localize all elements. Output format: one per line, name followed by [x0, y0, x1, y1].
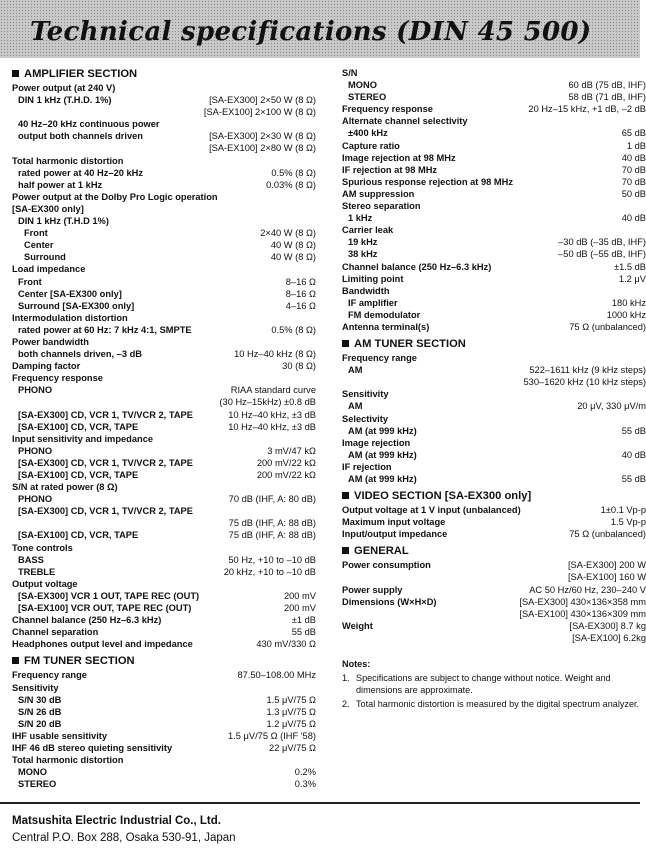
spec-label: IF rejection	[342, 461, 392, 472]
spec-label: Frequency range	[342, 353, 417, 364]
spec-label: 1 kHz	[348, 213, 373, 224]
spec-row	[12, 118, 316, 130]
spec-label: Alternate channel selectivity	[342, 116, 468, 127]
spec-label: Bandwidth	[342, 285, 390, 296]
spec-row	[12, 94, 316, 106]
spec-row	[342, 388, 646, 400]
spec-row	[342, 285, 646, 297]
spec-label: IF rejection at 98 MHz	[342, 164, 438, 175]
spec-label: Total harmonic distortion	[12, 755, 124, 766]
spec-row	[12, 142, 316, 154]
spec-label: ±400 kHz	[348, 128, 388, 139]
spec-value: 50 dB	[621, 188, 646, 199]
spec-row	[12, 203, 316, 215]
spec-value: 8–16 Ω	[285, 288, 316, 299]
spec-row	[342, 425, 646, 437]
spec-row	[12, 191, 316, 203]
spec-value: 0.5% (8 Ω)	[271, 167, 316, 178]
spec-label: Maximum input voltage	[342, 517, 446, 528]
spec-row	[12, 167, 316, 179]
spec-label: S/N 20 dB	[18, 718, 62, 729]
spec-row	[342, 67, 646, 79]
spec-label: Dimensions (W×H×D)	[342, 596, 437, 607]
spec-value: 200 mV/22 kΩ	[256, 470, 316, 480]
section-heading	[342, 489, 646, 503]
section-title: FM TUNER SECTION	[24, 655, 135, 668]
spec-label: Spurious response rejection at 98 MHz	[342, 176, 514, 187]
spec-label: Center	[24, 240, 54, 251]
spec-label: DIN 1 kHz (T.H.D 1%)	[18, 216, 109, 227]
spec-row	[342, 297, 646, 309]
spec-row	[12, 433, 316, 445]
spec-label: Sensitivity	[342, 389, 389, 400]
spec-row	[12, 276, 316, 288]
spec-value: 1 dB	[626, 140, 646, 151]
spec-label: Antenna terminal(s)	[342, 321, 430, 332]
notes-block	[342, 658, 646, 710]
spec-row	[12, 590, 316, 602]
spec-value: 60 dB (75 dB, IHF)	[568, 80, 646, 91]
spec-row	[342, 376, 646, 388]
spec-row	[342, 103, 646, 115]
spec-row	[342, 516, 646, 528]
spec-label: AM (at 999 kHz)	[348, 449, 417, 460]
section-title: GENERAL	[354, 545, 409, 558]
spec-value: 22 μV/75 Ω	[269, 742, 316, 753]
spec-value: [SA-EX300] 200 W	[567, 560, 646, 571]
spec-value: 75 dB (IHF, A: 88 dB)	[228, 530, 316, 541]
spec-label: MONO	[18, 767, 47, 778]
spec-row	[12, 626, 316, 638]
spec-label: half power at 1 kHz	[18, 179, 103, 190]
spec-row	[12, 682, 316, 694]
spec-value: 40 W (8 Ω)	[270, 240, 316, 251]
spec-row	[342, 127, 646, 139]
spec-row	[342, 528, 646, 540]
spec-label: PHONO	[18, 445, 53, 456]
spec-label: Load impedance	[12, 264, 86, 275]
company-address: Central P.O. Box 288, Osaka 530-91, Japan	[12, 832, 236, 844]
spec-row	[342, 608, 646, 620]
spec-label: [SA-EX100] CD, VCR, TAPE	[18, 421, 139, 432]
note-text: Specifications are subject to change without notice. Weight and dimensions are approximate.	[356, 673, 611, 696]
spec-label: Output voltage	[12, 578, 78, 589]
spec-row	[12, 348, 316, 360]
spec-value: 8–16 Ω	[285, 276, 316, 287]
spec-row	[12, 457, 316, 469]
spec-label: 40 Hz–20 kHz continuous power	[18, 119, 160, 130]
spec-value: AC 50 Hz/60 Hz, 230–240 V	[529, 584, 646, 595]
spec-row	[12, 505, 316, 517]
spec-row	[342, 140, 646, 152]
spec-value: [SA-EX100] 430×136×309 mm	[519, 608, 646, 619]
spec-value: [SA-EX300] 430×136×358 mm	[519, 596, 646, 607]
spec-value: 50 Hz, +10 to –10 dB	[228, 554, 316, 565]
spec-label: Channel separation	[12, 627, 99, 638]
spec-row	[342, 596, 646, 608]
spec-value: [SA-EX100] 160 W	[567, 572, 646, 583]
spec-label: Input sensitivity and impedance	[12, 433, 154, 444]
right-spec-column	[342, 67, 646, 710]
spec-row	[12, 288, 316, 300]
spec-row	[12, 554, 316, 566]
spec-label: DIN 1 kHz (T.H.D. 1%)	[18, 95, 112, 106]
spec-label: Channel balance (250 Hz–6.3 kHz)	[12, 615, 162, 626]
spec-label: Weight	[342, 620, 373, 631]
spec-value: RIAA standard curve	[230, 385, 316, 396]
spec-label: [SA-EX300] CD, VCR 1, TV/VCR 2, TAPE	[18, 457, 193, 468]
spec-value: 180 kHz	[611, 297, 646, 308]
spec-label: AM	[348, 401, 363, 412]
spec-row	[12, 493, 316, 505]
spec-value: (30 Hz–15kHz) ±0.8 dB	[219, 397, 316, 408]
spec-value: 3 mV/47 kΩ	[267, 445, 316, 456]
spec-row	[12, 155, 316, 167]
section-square-icon	[342, 340, 349, 347]
spec-label: STEREO	[348, 92, 387, 103]
spec-row	[12, 409, 316, 421]
spec-label: IHF usable sensitivity	[12, 730, 108, 741]
spec-value: [SA-EX100] 2×100 W (8 Ω)	[203, 107, 316, 118]
spec-value: 40 dB	[621, 449, 646, 460]
spec-row	[12, 106, 316, 118]
spec-row	[12, 372, 316, 384]
section-square-icon	[12, 70, 19, 77]
spec-row	[342, 632, 646, 644]
spec-label: Power output (at 240 V)	[12, 83, 116, 93]
spec-row	[12, 529, 316, 541]
spec-label: [SA-EX300] CD, VCR 1, TV/VCR 2, TAPE	[18, 506, 193, 517]
spec-label: Damping factor	[12, 361, 81, 372]
spec-label: Total harmonic distortion	[12, 155, 124, 166]
spec-value: 1.3 μV/75 Ω	[266, 706, 316, 717]
spec-value: 0.03% (8 Ω)	[266, 179, 316, 190]
spec-row	[342, 188, 646, 200]
spec-row	[342, 224, 646, 236]
spec-label: [SA-EX300 only]	[12, 203, 84, 214]
spec-row	[12, 566, 316, 578]
spec-row	[12, 778, 316, 790]
spec-label: S/N	[342, 68, 358, 78]
footer-divider	[0, 802, 640, 804]
spec-value: 530–1620 kHz (10 kHz steps)	[523, 377, 646, 388]
spec-label: AM (at 999 kHz)	[348, 474, 417, 484]
spec-label: Frequency response	[342, 104, 433, 115]
spec-label: S/N at rated power (8 Ω)	[12, 482, 118, 493]
spec-row	[12, 614, 316, 626]
spec-value: –50 dB (–55 dB, IHF)	[558, 249, 646, 260]
spec-label: Front	[18, 276, 42, 287]
section-heading	[12, 67, 316, 81]
spec-label: Center [SA-EX300 only]	[18, 288, 122, 299]
spec-value: 75 Ω (unbalanced)	[569, 321, 646, 332]
right-spec-list	[342, 67, 646, 644]
spec-row	[342, 437, 646, 449]
spec-value: 1000 kHz	[606, 309, 646, 320]
spec-row	[12, 251, 316, 263]
spec-row	[12, 360, 316, 372]
spec-label: Power output at the Dolby Pro Logic operation	[12, 191, 218, 202]
spec-row	[342, 236, 646, 248]
spec-label: both channels driven, –3 dB	[18, 349, 142, 360]
spec-label: Front	[24, 228, 48, 239]
spec-label: Intermodulation distortion	[12, 312, 128, 323]
spec-row	[342, 164, 646, 176]
spec-value: 75 dB (IHF, A: 88 dB)	[228, 518, 316, 529]
spec-label: Carrier leak	[342, 225, 394, 236]
spec-row	[12, 706, 316, 718]
spec-value: 2×40 W (8 Ω)	[260, 228, 316, 239]
spec-value: 430 mV/330 Ω	[256, 639, 316, 650]
spec-label: AM	[348, 365, 363, 376]
spec-value: [SA-EX100] 6.2kg	[572, 632, 646, 643]
spec-value: 200 mV/22 kΩ	[256, 457, 316, 468]
spec-label: output both channels driven	[18, 131, 143, 142]
spec-row	[12, 754, 316, 766]
spec-row	[12, 324, 316, 336]
spec-label: rated power at 40 Hz–20 kHz	[18, 167, 144, 178]
spec-label: Input/output impedance	[342, 529, 448, 540]
spec-row	[342, 400, 646, 412]
spec-label: 19 kHz	[348, 237, 378, 248]
spec-value: [SA-EX100] 2×80 W (8 Ω)	[209, 143, 316, 154]
section-heading	[342, 544, 646, 558]
spec-row	[342, 321, 646, 333]
spec-label: Selectivity	[342, 413, 388, 424]
spec-row	[342, 79, 646, 91]
spec-value: 40 W (8 Ω)	[270, 252, 316, 263]
header-banner	[0, 0, 640, 58]
spec-value: 58 dB (71 dB, IHF)	[568, 92, 646, 103]
spec-label: S/N 30 dB	[18, 694, 62, 705]
notes-heading: Notes:	[342, 659, 371, 670]
spec-row	[342, 413, 646, 425]
spec-label: [SA-EX100] VCR OUT, TAPE REC (OUT)	[18, 603, 192, 614]
spec-label: rated power at 60 Hz: 7 kHz 4:1, SMPTE	[18, 324, 192, 335]
note-number: 1.	[342, 673, 350, 684]
spec-label: IF amplifier	[348, 297, 398, 308]
spec-label: Capture ratio	[342, 140, 400, 151]
spec-value: [SA-EX300] 2×30 W (8 Ω)	[209, 131, 316, 142]
spec-row	[342, 200, 646, 212]
spec-label: 38 kHz	[348, 249, 378, 260]
spec-value: 200 mV	[283, 590, 316, 601]
spec-row	[12, 179, 316, 191]
spec-value: 20 Hz–15 kHz, +1 dB, –2 dB	[528, 104, 646, 115]
spec-row	[12, 445, 316, 457]
section-square-icon	[342, 547, 349, 554]
company-name: Matsushita Electric Industrial Co., Ltd.	[12, 815, 221, 827]
spec-label: Power bandwidth	[12, 336, 89, 347]
spec-value: 1.5 μV/75 Ω	[266, 694, 316, 705]
spec-value: 20 kHz, +10 to –10 dB	[223, 566, 316, 577]
spec-row	[342, 309, 646, 321]
spec-row	[12, 730, 316, 742]
spec-value: 75 Ω (unbalanced)	[569, 529, 646, 540]
spec-label: Image rejection at 98 MHz	[342, 152, 456, 163]
spec-label: Power consumption	[342, 560, 431, 571]
spec-row	[12, 336, 316, 348]
spec-label: [SA-EX300] VCR 1 OUT, TAPE REC (OUT)	[18, 590, 200, 601]
section-heading	[12, 654, 316, 668]
spec-row	[12, 638, 316, 650]
spec-value: 70 dB	[621, 164, 646, 175]
spec-row	[342, 461, 646, 473]
spec-row	[12, 469, 316, 481]
spec-row	[342, 620, 646, 632]
spec-row	[12, 396, 316, 408]
spec-value: 20 μV, 330 μV/m	[577, 401, 646, 412]
spec-label: Channel balance (250 Hz–6.3 kHz)	[342, 261, 492, 272]
spec-value: [SA-EX300] 8.7 kg	[569, 620, 646, 631]
spec-value: 65 dB	[621, 128, 646, 139]
spec-row	[342, 176, 646, 188]
spec-row	[12, 718, 316, 730]
spec-value: 1.5 Vp-p	[610, 517, 646, 528]
spec-label: Image rejection	[342, 437, 411, 448]
spec-row	[342, 584, 646, 596]
spec-row	[342, 273, 646, 285]
spec-label: Surround [SA-EX300 only]	[18, 300, 135, 311]
spec-value: 0.2%	[294, 767, 316, 778]
spec-label: PHONO	[18, 385, 53, 396]
spec-row	[12, 263, 316, 275]
spec-label: Frequency range	[12, 670, 87, 681]
section-heading	[342, 337, 646, 351]
spec-label: Tone controls	[12, 542, 73, 553]
spec-label: Frequency response	[12, 373, 103, 384]
spec-label: Stereo separation	[342, 201, 421, 212]
spec-label: PHONO	[18, 494, 53, 505]
spec-row	[342, 248, 646, 260]
spec-row	[342, 152, 646, 164]
spec-row	[342, 352, 646, 364]
spec-value: 55 dB	[621, 425, 646, 436]
spec-row	[12, 421, 316, 433]
spec-row	[12, 669, 316, 681]
spec-value: 10 Hz–40 kHz (8 Ω)	[234, 349, 316, 360]
spec-label: Limiting point	[342, 273, 404, 284]
spec-row	[342, 212, 646, 224]
spec-label: Headphones output level and impedance	[12, 639, 193, 650]
spec-row	[12, 694, 316, 706]
spec-row	[12, 384, 316, 396]
spec-row	[342, 559, 646, 571]
spec-label: STEREO	[18, 779, 57, 790]
spec-value: –30 dB (–35 dB, IHF)	[558, 237, 646, 248]
left-spec-column	[12, 67, 316, 790]
spec-label: MONO	[348, 80, 377, 91]
spec-value: 87.50–108.00 MHz	[237, 670, 316, 681]
spec-row	[12, 82, 316, 94]
spec-row	[12, 227, 316, 239]
page-title: Technical specifications (DIN 45 500)	[30, 17, 592, 47]
spec-row	[12, 517, 316, 529]
spec-row	[12, 215, 316, 227]
spec-row	[12, 312, 316, 324]
spec-row	[12, 602, 316, 614]
spec-label: BASS	[18, 554, 44, 565]
spec-row	[342, 91, 646, 103]
spec-row	[342, 449, 646, 461]
spec-value: 522–1611 kHz (9 kHz steps)	[529, 365, 646, 376]
note-item	[342, 698, 646, 710]
spec-value: 0.3%	[294, 779, 316, 790]
note-text: Total harmonic distortion is measured by the digital spectrum analyzer.	[356, 699, 640, 710]
spec-value: 40 dB	[621, 152, 646, 163]
section-square-icon	[12, 657, 19, 664]
spec-label: Sensitivity	[12, 682, 59, 693]
spec-value: 1.5 μV/75 Ω (IHF '58)	[228, 730, 316, 741]
spec-row	[12, 130, 316, 142]
spec-value: 0.5% (8 Ω)	[271, 324, 316, 335]
spec-row	[342, 571, 646, 583]
spec-label: IHF 46 dB stereo quieting sensitivity	[12, 742, 173, 753]
spec-value: ±1.5 dB	[614, 261, 646, 272]
spec-row	[12, 542, 316, 554]
spec-value: 1.2 μV	[618, 273, 646, 284]
spec-label: Power supply	[342, 584, 403, 595]
spec-value: 70 dB	[621, 176, 646, 187]
spec-value: 55 dB	[621, 474, 646, 484]
spec-label: [SA-EX100] CD, VCR, TAPE	[18, 470, 139, 480]
spec-value: 30 (8 Ω)	[282, 361, 316, 372]
spec-value: 55 dB	[291, 627, 316, 638]
note-item	[342, 672, 646, 696]
section-title: AM TUNER SECTION	[354, 338, 466, 351]
spec-value: 200 mV	[283, 603, 316, 614]
spec-row	[12, 300, 316, 312]
spec-value: 10 Hz–40 kHz, ±3 dB	[228, 409, 316, 420]
section-square-icon	[342, 492, 349, 499]
note-number: 2.	[342, 699, 350, 710]
spec-value: 40 dB	[621, 213, 646, 224]
spec-label: [SA-EX100] CD, VCR, TAPE	[18, 530, 139, 541]
section-title: AMPLIFIER SECTION	[24, 68, 138, 80]
spec-label: AM suppression	[342, 188, 415, 199]
spec-row	[342, 261, 646, 273]
spec-row	[12, 481, 316, 493]
spec-label: Surround	[24, 252, 66, 263]
spec-label: Output voltage at 1 V input (unbalanced)	[342, 505, 521, 516]
spec-value: 10 Hz–40 kHz, ±3 dB	[228, 421, 316, 432]
spec-row	[342, 364, 646, 376]
spec-row	[12, 578, 316, 590]
spec-row	[342, 504, 646, 516]
spec-label: AM (at 999 kHz)	[348, 425, 417, 436]
spec-value: 1±0.1 Vp-p	[600, 505, 646, 516]
spec-value: ±1 dB	[291, 615, 316, 626]
spec-value: [SA-EX300] 2×50 W (8 Ω)	[209, 95, 316, 106]
spec-value: 70 dB (IHF, A: 80 dB)	[228, 494, 316, 505]
section-title: VIDEO SECTION [SA-EX300 only]	[354, 490, 532, 503]
spec-value: 4–16 Ω	[285, 300, 316, 311]
spec-label: [SA-EX300] CD, VCR 1, TV/VCR 2, TAPE	[18, 409, 193, 420]
spec-label: FM demodulator	[348, 309, 421, 320]
spec-label: S/N 26 dB	[18, 706, 62, 717]
spec-label: TREBLE	[18, 566, 56, 577]
spec-row	[342, 473, 646, 485]
spec-row	[12, 766, 316, 778]
spec-row	[12, 742, 316, 754]
spec-row	[342, 115, 646, 127]
spec-value: 1.2 μV/75 Ω	[266, 718, 316, 729]
spec-row	[12, 239, 316, 251]
